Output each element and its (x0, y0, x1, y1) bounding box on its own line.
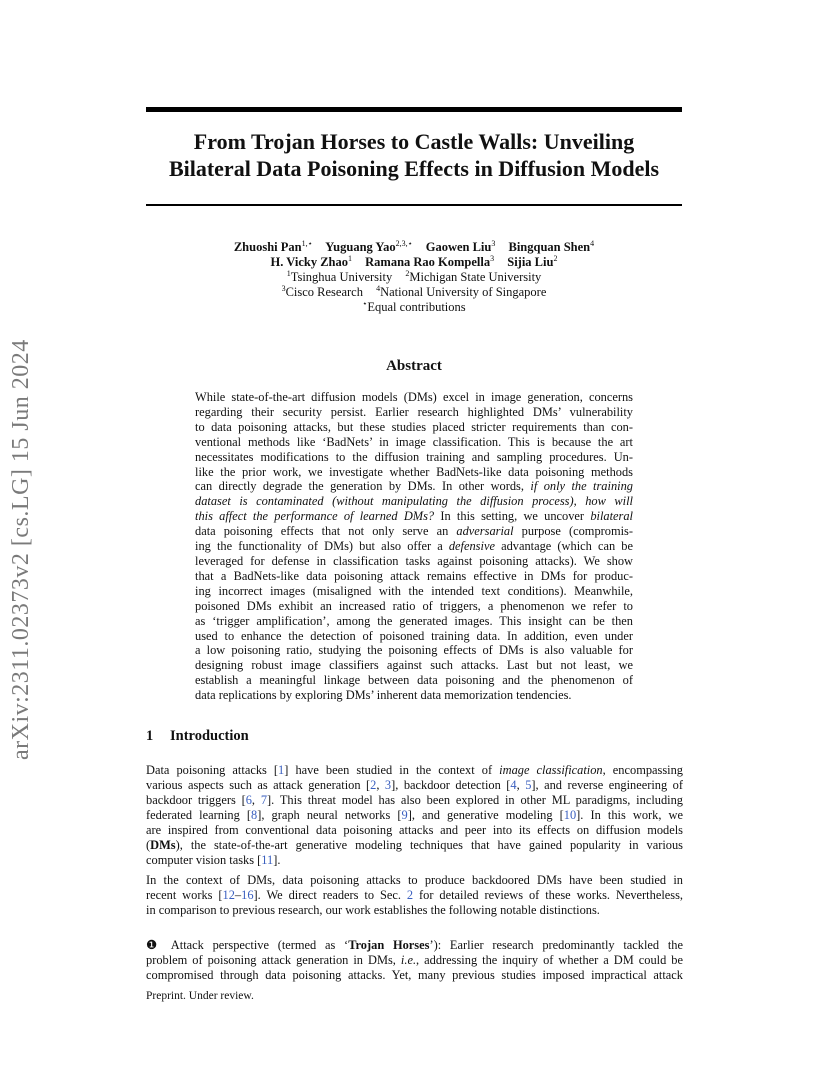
citation-link[interactable]: 11 (261, 853, 274, 867)
affiliation-line-2: $^3$Cisco Research $^4$National University of Singapore (281, 283, 547, 299)
section-number: 1 (146, 728, 154, 744)
author-name: Sijia Liu (507, 255, 554, 269)
intro-paragraph-2: In the context of DMs, data poisoning attacks to produce backdoored DMs have been studied in recent works [12–16]. We direct readers to Sec. 2 for detailed reviews of these works. Nevertheless, in comparison to previous research, our work establishes the following notable distinctions. (146, 873, 684, 917)
title-line-1: From Trojan Horses to Castle Walls: Unveiling (193, 129, 635, 154)
author-affiliation-mark: 2,3,⋆ (395, 238, 413, 248)
citation-link[interactable]: 9 (401, 808, 408, 822)
affiliation: National University of Singapore (380, 285, 547, 299)
author-name: H. Vicky Zhao (270, 255, 348, 269)
author-affiliation-mark: 3 (490, 253, 495, 263)
citation-link[interactable]: 7 (260, 793, 268, 807)
citation-link[interactable]: 3 (384, 778, 392, 792)
author-affiliation-mark: 1 (348, 253, 352, 263)
affiliation: Cisco Research (285, 285, 363, 299)
author-name: Yuguang Yao (325, 240, 396, 254)
author-name: Zhuoshi Pan (233, 240, 302, 254)
author-name: Bingquan Shen (508, 240, 591, 254)
intro-paragraph-1: Data poisoning attacks [1] have been studied in the context of image classification, encompassing various aspects such as attack generation [2, 3], backdoor detection [4, 5], and reverse engineering of backdoor triggers [6, 7]. This threat model has also been explored in other ML paradigms, including federated learning [8], graph neural networks [9], and generative modeling [10]. In this work, we are inspired from conventional data poisoning attacks and peer into its effects on diffusion models (DMs), the state-of-the-art generative modeling techniques that have gained popularity in various computer vision tasks [11]. (146, 763, 684, 867)
author-affiliation-mark: 4 (590, 238, 595, 248)
affiliation: Michigan State University (409, 270, 542, 284)
citation-link[interactable]: 6 (245, 793, 252, 807)
section-reference-link[interactable]: 2 (406, 888, 414, 902)
affiliation: Tsinghua University (290, 270, 393, 284)
intro-paragraph-3: ❶ Attack perspective (termed as ‘Trojan Horses’): Earlier research predominantly tackled the problem of poisoning attack generation in DMs, i.e., addressing the inquiry of whether a DM could be compromised through data poisoning attacks. Yet, many previous studies imposed impractical attack (146, 938, 683, 982)
affiliation-line-1: $^1$Tsinghua University $^2$Michigan State University (286, 268, 542, 284)
author-line-1 (146, 240, 682, 255)
citation-link[interactable]: 8 (251, 808, 258, 822)
author-line-2 (146, 255, 682, 270)
abstract-text: While state-of-the-art diffusion models (DMs) excel in image generation, concerns regarding their security persist. Earlier research highlighted DMs’ vulnerability to data poisoning attacks, but these studies placed stricter requirements than con- ventional methods like ‘BadNets’ in image classification. This is because the art necessitates modifications to the diffusion training and sampling procedures. Un- like the prior work, we investigate whether BadNets-like data poisoning methods can directly degrade the generation by DMs. In other words, if only the training dataset is contaminated (without manipulating the diffusion process), how will this affect the performance of learned DMs? In this setting, we uncover bilateral data poisoning effects that not only serve an adversarial purpose (compromis- ing the functionality of DMs) but also offer a defensive advantage (which can be leveraged for defense in classification tasks against poisoning attacks). We show that a BadNets-like data poisoning attack remains effective in DMs for produc- ing incorrect images (misaligned with the intended text conditions). Meanwhile, poisoned DMs exhibit an increased ratio of triggers, a phenomenon we refer to as ‘trigger amplification’, among the generated images. This insight can be then used to enhance the detection of poisoned training data. In addition, even under a low poisoning ratio, studying the poisoning effects of DMs is also valuable for designing robust image classifiers against such attacks. Last but not least, we establish a meaningful linkage between data poisoning and the phenomenon of data replications by exploring DMs’ inherent data memorization tendencies. (195, 390, 633, 703)
title-bottom-rule (146, 204, 682, 206)
citation-link[interactable]: 5 (525, 778, 532, 792)
author-affiliation-mark: 1,⋆ (301, 238, 313, 248)
citation-link[interactable]: 10 (563, 808, 577, 822)
citation-link[interactable]: 1 (278, 763, 285, 777)
arxiv-identifier: arXiv:2311.02373v2 [cs.LG] 15 Jun 2024 (8, 339, 34, 760)
author-affiliation-mark: 2 (553, 253, 558, 263)
abstract-heading: Abstract (386, 358, 442, 374)
author-name: Gaowen Liu (425, 240, 492, 254)
author-name: Ramana Rao Kompella (365, 255, 491, 269)
citation-link[interactable]: 4 (510, 778, 517, 792)
equal-contribution-note: ⋆Equal contributions (362, 298, 466, 314)
section-heading-introduction (146, 728, 249, 745)
section-title: Introduction (170, 728, 249, 744)
title-line-2: Bilateral Data Poisoning Effects in Diffusion Models (168, 156, 660, 181)
citation-link[interactable]: 16 (241, 888, 254, 902)
paper-title (146, 128, 682, 182)
author-affiliation-mark: 3 (491, 238, 496, 248)
preprint-footer: Preprint. Under review. (146, 990, 254, 1002)
author-block (146, 240, 682, 315)
citation-link[interactable]: 12 (222, 888, 235, 902)
title-top-rule (146, 107, 682, 112)
citation-link[interactable]: 2 (370, 778, 377, 792)
